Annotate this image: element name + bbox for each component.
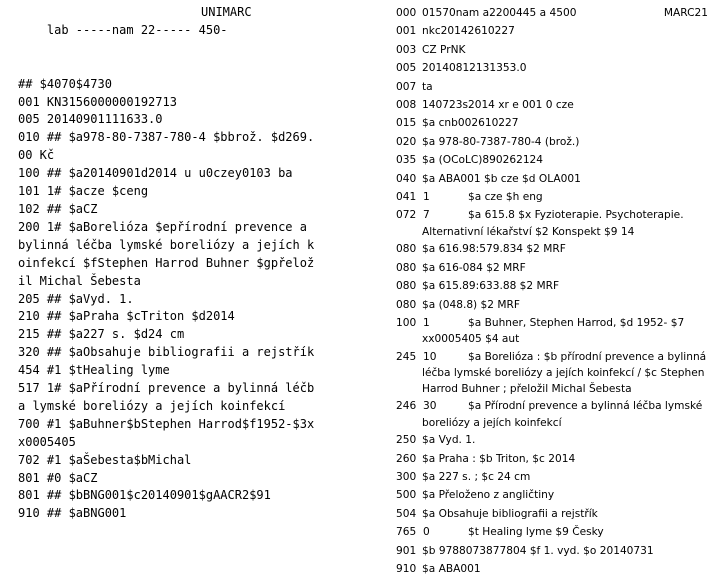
- field-tag: 300: [396, 471, 417, 484]
- field-tag: 000: [396, 7, 417, 19]
- field-content: nkc20142610227: [422, 25, 515, 38]
- field-content: $a cze $h eng: [468, 191, 543, 204]
- unimarc-field-line: 215 ## $a227 s. $d24 cm: [18, 327, 185, 342]
- field-indicators: 7: [423, 209, 430, 222]
- field-content: $a (OCoLC)890262124: [422, 154, 544, 167]
- leader-text: lab -----nam 22----- 450-: [46, 22, 228, 37]
- unimarc-fields: [18, 76, 318, 524]
- field-tag: 003: [396, 43, 417, 56]
- field-tag: 246: [396, 400, 417, 413]
- field-content: 140723s2014 xr e 001 0 cze: [422, 99, 574, 112]
- unimarc-field-line: 320 ## $aObsahuje bibliografii a rejstřík: [18, 345, 315, 360]
- field-tag: 080: [396, 298, 417, 311]
- field-content-continuation: Alternativní lékařství $2 Konspekt $9 14: [422, 225, 635, 238]
- unimarc-field-line: 101 1# $acze $ceng: [18, 184, 149, 199]
- marc21-field-row: [396, 59, 708, 77]
- field-content: $a Vyd. 1.: [422, 434, 476, 447]
- unimarc-field-line: 100 ## $a20140901d2014 u u0czey0103 ba: [18, 166, 293, 181]
- marc21-field-row: [396, 133, 708, 151]
- unimarc-field-line: 005 20140901111633.0: [18, 112, 163, 127]
- unimarc-field-line: ## $4070$4730: [18, 76, 112, 91]
- field-content: $a 615.89:633.88 $2 MRF: [422, 280, 560, 293]
- field-tag: 035: [396, 154, 417, 167]
- unimarc-field-line: 801 ## $bBNG001$c20140901$gAACR2$91: [18, 488, 271, 503]
- marc21-field-row: [396, 450, 708, 468]
- field-content: $a 978-80-7387-780-4 (brož.): [422, 135, 580, 148]
- marc21-field-row: [396, 486, 708, 504]
- field-content: $a Obsahuje bibliografii a rejstřík: [422, 507, 598, 520]
- field-tag: 250: [396, 434, 417, 447]
- field-content: 20140812131353.0: [422, 62, 527, 75]
- field-tag: 040: [396, 172, 417, 185]
- field-content: $a Přeloženo z angličtiny: [422, 489, 555, 502]
- field-content: $a ABA001: [422, 563, 481, 576]
- marc21-field-row: [396, 542, 708, 560]
- field-content: $a ABA001 $b cze $d OLA001: [422, 172, 581, 185]
- field-tag: 765: [396, 526, 417, 539]
- marc21-field-row: [396, 170, 708, 188]
- unimarc-field-line: 200 1# $aBorelióza $epřírodní prevence a bylinná léčba lymské boreliózy a jejích koinfekcí $fStephen Harrod Buhner $gpřeložil Michal Šebesta: [18, 219, 315, 288]
- field-content: $a 615.8 $x Fyzioterapie. Psychoterapie.: [468, 209, 684, 222]
- field-tag: 245: [396, 350, 417, 363]
- marc21-field-row: [396, 296, 708, 314]
- unimarc-field-line: 454 #1 $tHealing lyme: [18, 363, 170, 378]
- unimarc-field-line: 001 KN3156000000192713: [18, 94, 177, 109]
- field-content: ta: [422, 80, 433, 93]
- field-tag: 910: [396, 563, 417, 576]
- field-content: $t Healing lyme $9 Česky: [468, 526, 604, 539]
- marc21-field-row: [396, 560, 708, 578]
- field-tag: 080: [396, 243, 417, 256]
- marc21-field-row: [396, 22, 708, 40]
- field-content: $a 616-084 $2 MRF: [422, 261, 526, 274]
- unimarc-field-line: 205 ## $aVyd. 1.: [18, 291, 134, 306]
- field-indicators: 1: [423, 191, 430, 204]
- field-tag: 260: [396, 452, 417, 465]
- field-content: $a 616.98:579.834 $2 MRF: [422, 243, 566, 256]
- marc21-field-row: [396, 151, 708, 169]
- unimarc-field-line: 700 #1 $aBuhner$bStephen Harrod$f1952-$3xx0005405: [18, 416, 315, 449]
- marc21-field-row: [396, 505, 708, 523]
- unimarc-field-line: 010 ## $a978-80-7387-780-4 $bbrož. $d269.00 Kč: [18, 130, 315, 163]
- marc21-field-row: [396, 96, 708, 114]
- field-tag: 007: [396, 80, 417, 93]
- field-tag: 080: [396, 261, 417, 274]
- marc21-field-row: [396, 314, 708, 348]
- marc21-field-row: [396, 259, 708, 277]
- field-content: $a Praha : $b Triton, $c 2014: [422, 452, 576, 465]
- field-tag: 100: [396, 317, 417, 329]
- field-content: 01570nam a2200445 a 4500: [422, 7, 577, 19]
- unimarc-field-line: 702 #1 $aŠebesta$bMichal: [18, 452, 192, 467]
- unimarc-record: [18, 4, 318, 523]
- marc21-field-row: [396, 277, 708, 295]
- field-content-continuation: boreliózy a jejích koinfekcí: [422, 416, 562, 429]
- field-content-continuation: léčba lymské boreliózy a jejích koinfekcí / $c Stephen Harrod Buhner ; přeložil Michal Šebesta: [422, 367, 705, 395]
- marc21-field-row: [396, 431, 708, 449]
- field-content: $b 9788073877804 $f 1. vyd. $o 20140731: [422, 544, 654, 557]
- marc21-field-row: [396, 397, 708, 431]
- marc21-field-row: [396, 188, 708, 206]
- field-tag: 005: [396, 62, 417, 75]
- field-tag: 001: [396, 25, 417, 38]
- unimarc-field-line: 801 #0 $aCZ: [18, 470, 98, 485]
- field-tag: 072: [396, 209, 417, 222]
- field-tag: 015: [396, 117, 417, 130]
- field-content: CZ PrNK: [422, 43, 466, 56]
- field-content: $a 227 s. ; $c 24 cm: [422, 471, 531, 484]
- field-content: $a Přírodní prevence a bylinná léčba lymské: [468, 400, 703, 413]
- unimarc-field-line: 910 ## $aBNG001: [18, 506, 127, 521]
- unimarc-field-line: 102 ## $aCZ: [18, 201, 98, 216]
- field-indicators: 10: [423, 350, 437, 363]
- marc21-field-row: [396, 114, 708, 132]
- field-content: $a Buhner, Stephen Harrod, $d 1952- $7: [468, 317, 685, 329]
- field-content: $a (048.8) $2 MRF: [422, 298, 521, 311]
- field-content-continuation: xx0005405 $4 aut: [422, 333, 520, 346]
- field-indicators: 1: [423, 317, 430, 329]
- unimarc-field-line: 517 1# $aPřírodní prevence a bylinná léčba lymské boreliózy a jejích koinfekcí: [18, 381, 315, 413]
- format-label-marc21: MARC21: [663, 7, 708, 19]
- marc21-field-row: [396, 78, 708, 96]
- marc21-field-row: [396, 348, 708, 397]
- unimarc-field-line: 210 ## $aPraha $cTriton $d2014: [18, 309, 235, 324]
- unimarc-leader-line: [18, 4, 318, 76]
- field-tag: 020: [396, 135, 417, 148]
- format-label-unimarc: UNIMARC: [201, 5, 252, 19]
- marc21-field-row: [396, 523, 708, 541]
- field-tag: 080: [396, 280, 417, 293]
- field-tag: 504: [396, 507, 417, 520]
- marc21-fields: [396, 4, 708, 578]
- field-tag: 500: [396, 489, 417, 502]
- field-indicators: 30: [423, 400, 437, 413]
- marc21-record: [396, 4, 708, 578]
- marc21-field-row: [396, 41, 708, 59]
- marc21-field-row: [396, 240, 708, 258]
- field-content: $a Borelióza : $b přírodní prevence a bylinná: [468, 350, 707, 363]
- marc21-field-row: [396, 4, 708, 22]
- field-tag: 041: [396, 191, 417, 204]
- field-content: $a cnb002610227: [422, 117, 519, 130]
- field-tag: 901: [396, 544, 417, 557]
- field-tag: 008: [396, 99, 417, 112]
- marc21-field-row: [396, 206, 708, 240]
- marc21-field-row: [396, 468, 708, 486]
- field-indicators: 0: [423, 526, 430, 539]
